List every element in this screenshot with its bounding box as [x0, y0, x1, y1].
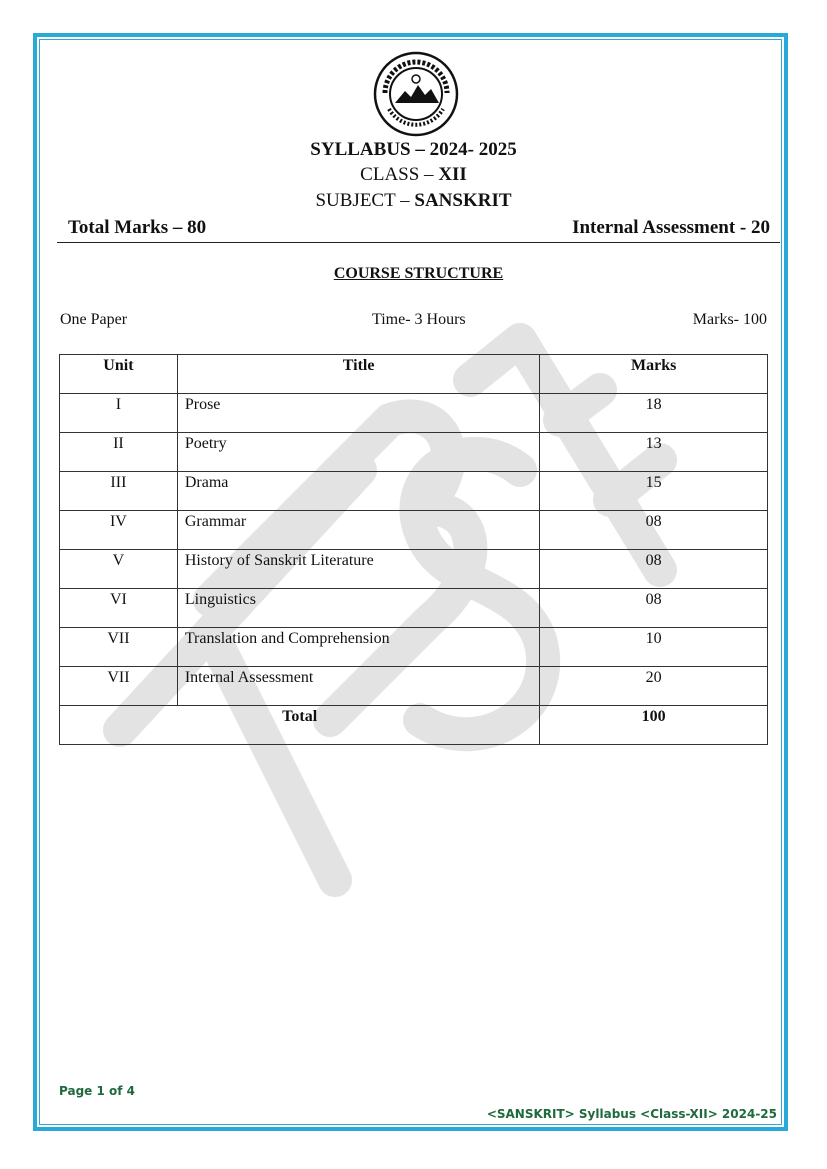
total-value: 100: [540, 706, 768, 745]
unit-cell: IV: [60, 511, 178, 550]
table-row: [60, 472, 768, 511]
unit-cell: I: [60, 394, 178, 433]
board-seal-logo: [373, 51, 459, 137]
unit-cell: V: [60, 550, 178, 589]
marks-cell: 15: [540, 472, 768, 511]
paper-marks: Marks- 100: [692, 311, 767, 328]
total-marks: Total Marks – 80: [68, 217, 207, 238]
title-cell: Poetry: [177, 433, 539, 472]
marks-cell: 08: [540, 511, 768, 550]
document-footer: <SANSKRIT> Syllabus <Class-XII> 2024-25: [486, 1107, 777, 1121]
header-divider: [57, 242, 780, 243]
paper-count: One Paper: [60, 311, 128, 328]
table-header-row: [60, 355, 768, 394]
class-prefix: CLASS –: [360, 164, 439, 185]
table-total-row: [60, 706, 768, 745]
title-cell: Drama: [177, 472, 539, 511]
marks-summary-row: [68, 217, 770, 239]
marks-cell: 13: [540, 433, 768, 472]
table-row: [60, 394, 768, 433]
table-row: [60, 511, 768, 550]
marks-cell: 20: [540, 667, 768, 706]
table-row: [60, 433, 768, 472]
class-line: [0, 164, 827, 186]
title-cell: History of Sanskrit Literature: [177, 550, 539, 589]
syllabus-table: [59, 354, 768, 745]
marks-cell: 08: [540, 589, 768, 628]
course-structure-heading: COURSE STRUCTURE: [333, 265, 504, 282]
subject-prefix: SUBJECT –: [315, 190, 415, 211]
column-header-unit: Unit: [60, 355, 178, 394]
unit-cell: II: [60, 433, 178, 472]
marks-cell: 18: [540, 394, 768, 433]
subject-line: [0, 190, 827, 212]
column-header-marks: Marks: [540, 355, 768, 394]
table-row: [60, 589, 768, 628]
unit-cell: VII: [60, 628, 178, 667]
title-cell: Linguistics: [177, 589, 539, 628]
table-row: [60, 550, 768, 589]
title-cell: Translation and Comprehension: [177, 628, 539, 667]
table-row: [60, 628, 768, 667]
table-row: [60, 667, 768, 706]
unit-cell: III: [60, 472, 178, 511]
total-label: Total: [60, 706, 540, 745]
unit-cell: VI: [60, 589, 178, 628]
subject-value: SANSKRIT: [414, 190, 512, 211]
exam-duration: Time- 3 Hours: [372, 311, 466, 328]
marks-cell: 08: [540, 550, 768, 589]
column-header-title: Title: [177, 355, 539, 394]
syllabus-title: SYLLABUS – 2024- 2025: [310, 139, 517, 160]
unit-cell: VII: [60, 667, 178, 706]
class-value: XII: [438, 164, 467, 185]
marks-cell: 10: [540, 628, 768, 667]
internal-assessment-marks: Internal Assessment - 20: [572, 217, 770, 238]
page-number: Page 1 of 4: [59, 1084, 135, 1098]
title-cell: Prose: [177, 394, 539, 433]
title-cell: Grammar: [177, 511, 539, 550]
title-cell: Internal Assessment: [177, 667, 539, 706]
